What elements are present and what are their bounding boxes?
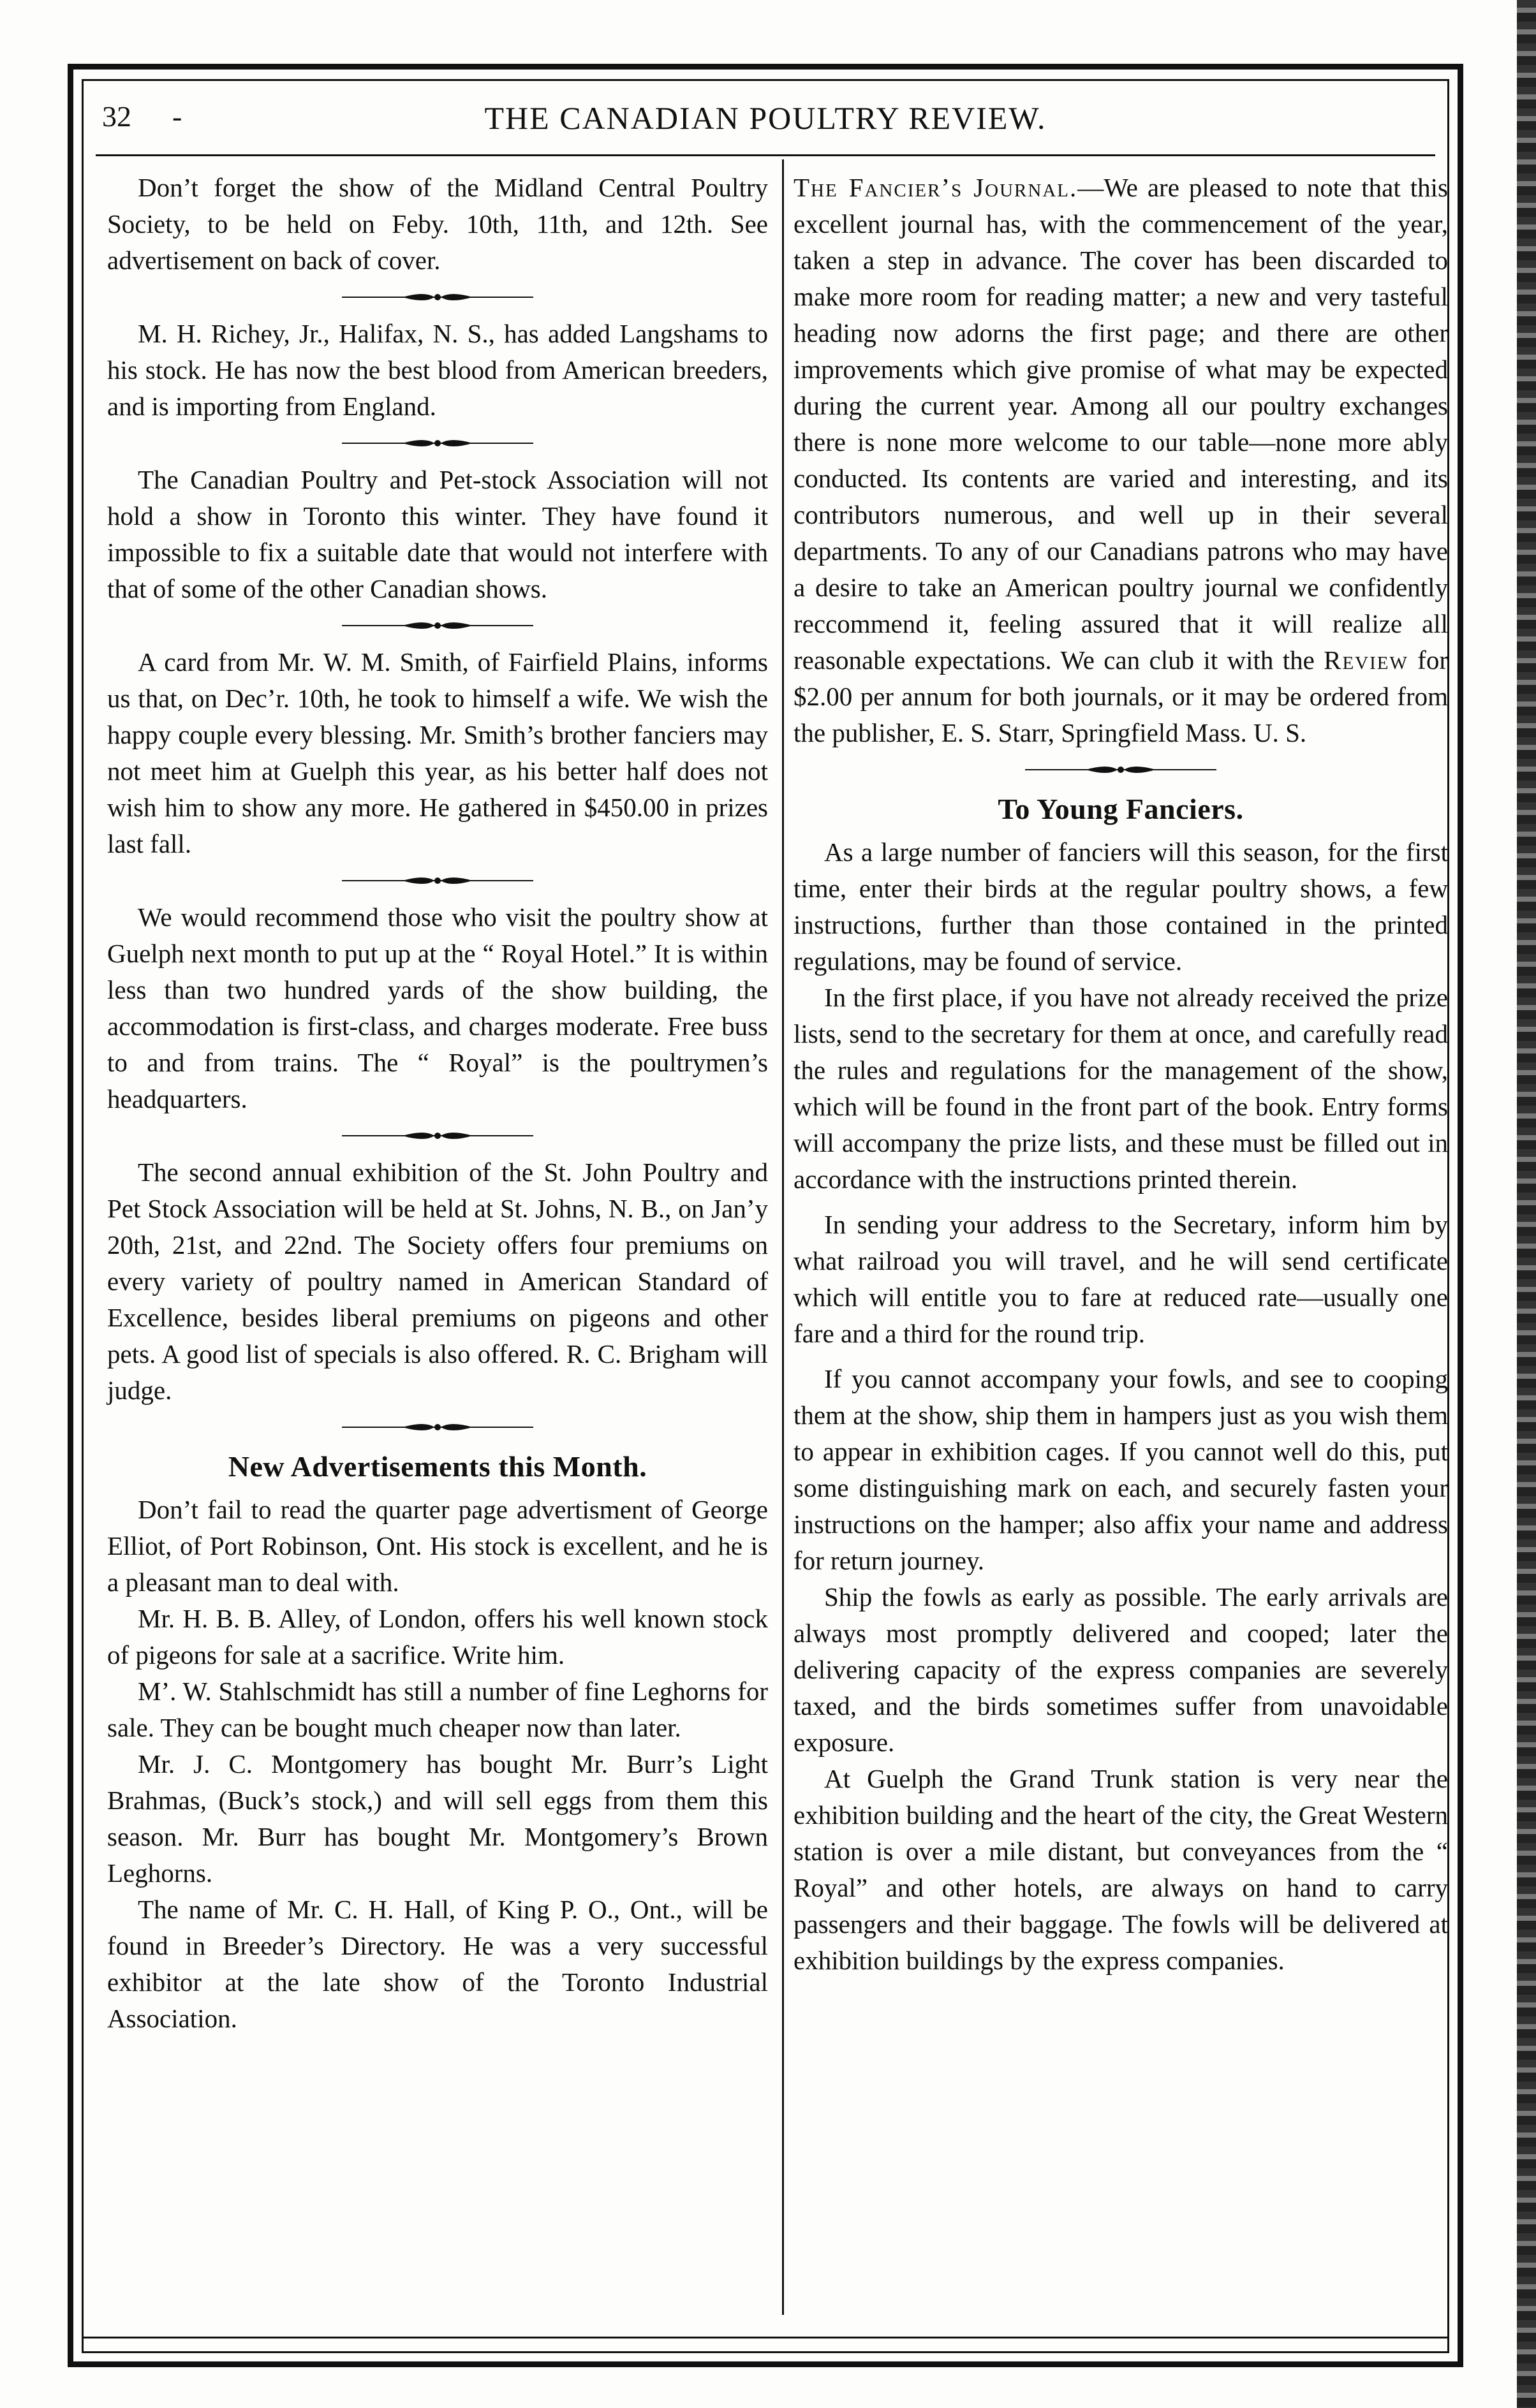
binding-edge: [1517, 0, 1536, 2408]
article-paragraph: In the first place, if you have not already received the prize lists, send to the secretary for them at once, and carefully read the rules and regulations for the management of the show, which will be found in the front part of the book. Entry forms will accompany the prize lists, and these must be filled out in accordance with the instructions printed therein.: [794, 983, 1448, 1194]
journal-text-end: for $2.00 per annum for both journals, or it may be ordered from the publisher, E. S. Starr, Springfield Mass. U. S.: [794, 645, 1448, 747]
article-paragraph: If you cannot accompany your fowls, and see to cooping them at the show, ship them in hampers just as you wish them to appear in exhibition cages. If you cannot well do this, put some distinguishing mark on each, and securely fasten your instructions on the hamper; also affix your name and address for return journey.: [794, 1364, 1448, 1575]
header-rule: [96, 154, 1435, 156]
ornament-divider: [107, 607, 768, 644]
news-item: The second annual exhibition of the St. John Poultry and Pet Stock Association will be held at St. Johns, N. B., on Jan’y 20th, 21st, and 22nd. The Society offers four premiums on every variety of poultry named in American Standard of Excellence, besides liberal premiums on pigeons and other pets. A good list of specials is also offered. R. C. Brigham will judge.: [107, 1157, 768, 1405]
ad-item: Mr. J. C. Montgomery has bought Mr. Burr’s Light Brahmas, (Buck’s stock,) and will sell eggs from them this season. Mr. Burr has bought Mr. Montgomery’s Brown Leghorns.: [107, 1749, 768, 1888]
left-column: [107, 170, 768, 2037]
article-paragraph: As a large number of fanciers will this season, for the first time, enter their birds at the regular poultry shows, a few instructions, further than those contained in the printed regulations, may be found of service.: [794, 837, 1448, 976]
ad-item: Mr. H. B. B. Alley, of London, offers his well known stock of pigeons for sale at a sacrifice. Write him.: [107, 1604, 768, 1670]
ornament-divider: [107, 1117, 768, 1154]
news-item: A card from Mr. W. M. Smith, of Fairfield Plains, informs us that, on Dec’r. 10th, he took to himself a wife. We wish the happy couple every blessing. Mr. Smith’s brother fanciers may not meet him at Guelph this year, as his better half does not wish him to show any more. He gathered in $450.00 in prizes last fall.: [107, 647, 768, 858]
news-item: Don’t forget the show of the Midland Central Poultry Society, to be held on Feby. 10th, 11th, and 12th. See advertisement on back of cover.: [107, 173, 768, 275]
ad-item: The name of Mr. C. H. Hall, of King P. O., Ont., will be found in Breeder’s Directory. He was a very successful exhibitor at the late show of the Toronto Industrial Association.: [107, 1895, 768, 2033]
journal-lead: The Fancier’s Journal.: [794, 173, 1078, 202]
review-word: Review: [1324, 645, 1408, 675]
news-item: We would recommend those who visit the poultry show at Guelph next month to put up at the “ Royal Hotel.” It is within less than two hundred yards of the show building, the accommodation is first-class, and charges moderate. Free buss to and from trains. The “ Royal” is the poultrymen’s headquarters.: [107, 902, 768, 1113]
article-paragraph: At Guelph the Grand Trunk station is very near the exhibition building and the heart of the city, the Great Western station is over a mile distant, but conveyances from the “ Royal” and other hotels, are always on hand to carry passengers and their baggage. The fowls will be delivered at exhibition buildings by the express companies.: [794, 1764, 1448, 1975]
ornament-divider: [107, 425, 768, 462]
ornament-divider: [107, 279, 768, 316]
column-divider: [782, 159, 784, 2315]
ornament-divider: [794, 751, 1448, 788]
news-item: The Canadian Poultry and Pet-stock Association will not hold a show in Toronto this winter. They have found it impossible to fix a suitable date that would not interfere with that of some of the other Canadian shows.: [107, 465, 768, 603]
running-title: THE CANADIAN POULTRY REVIEW.: [484, 100, 1047, 136]
journal-item: [794, 170, 1448, 751]
ad-item: M’. W. Stahlschmidt has still a number of fine Leghorns for sale. They can be bought much cheaper now than later.: [107, 1677, 768, 1742]
article-paragraph: Ship the fowls as early as possible. The early arrivals are always most promptly delivered and cooped; later the delivering capacity of the express companies are severely taxed, and the birds sometimes suffer from unavoidable exposure.: [794, 1582, 1448, 1757]
section-title-new-advertisements: New Advertisements this Month.: [228, 1450, 647, 1483]
section-title-young-fanciers: To Young Fanciers.: [998, 793, 1244, 825]
ornament-divider: [107, 862, 768, 899]
page-number: 32: [102, 100, 131, 133]
page-header: [96, 99, 1435, 144]
journal-text: —We are pleased to note that this excellent journal has, with the commencement of the year, taken a step in advance. The cover has been discarded to make more room for reading matter; a new and very tasteful heading now adorns the first page; and there are other improvements which give promise of what may be expected during the current year. Among all our poultry exchanges there is none more welcome to our table—none more ably conducted. Its contents are varied and interesting, and its contributors numerous, and well up in their several departments. To any of our Canadians patrons who may have a desire to take an American poultry journal we confidently reccommend it, feeling assured that it will realize all reasonable expectations. We can club it with the: [794, 173, 1448, 675]
ornament-divider: [107, 1409, 768, 1446]
bottom-rule: [82, 2337, 1449, 2338]
article-paragraph: In sending your address to the Secretary, inform him by what railroad you will travel, and he will send certificate which will entitle you to fare at reduced rate—usually one fare and a third for the round trip.: [794, 1210, 1448, 1348]
header-separator: -: [172, 100, 182, 133]
news-item: M. H. Richey, Jr., Halifax, N. S., has added Langshams to his stock. He has now the best blood from American breeders, and is importing from England.: [107, 319, 768, 421]
right-column: [794, 170, 1448, 1979]
ad-item: Don’t fail to read the quarter page advertisment of George Elliot, of Port Robinson, Ont. His stock is excellent, and he is a pleasant man to deal with.: [107, 1495, 768, 1597]
